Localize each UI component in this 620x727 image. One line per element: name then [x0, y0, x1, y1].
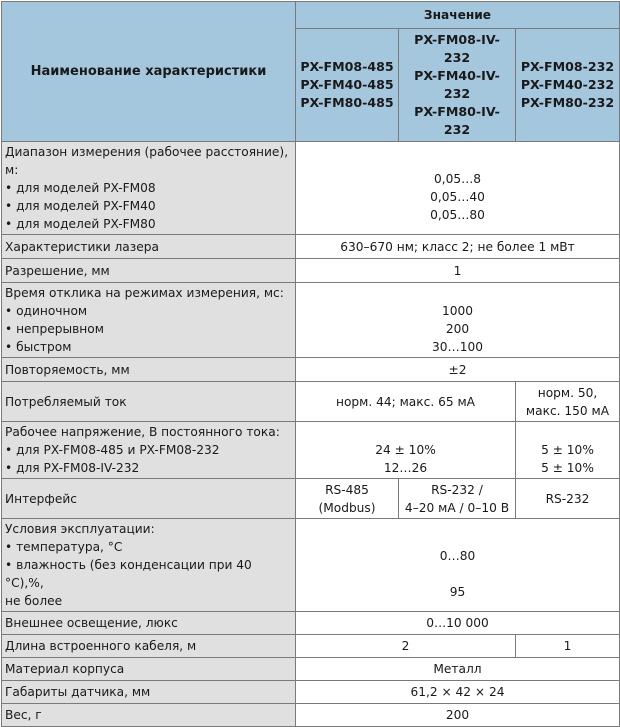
row-weight-value: 200: [296, 704, 620, 727]
row-response-value: 1000 200 30…100: [296, 283, 620, 358]
row-voltage-name: Рабочее напряжение, В постоянного тока: • для PX-FM08-485 и PX-FM08-232 • для PX-FM08-IV-232: [2, 422, 296, 479]
row-cable: [2, 635, 620, 658]
row-current-value-a: норм. 44; макс. 65 мА: [296, 382, 516, 422]
header-model-iv-232: PX-FM08-IV-232 PX-FM40-IV-232 PX-FM80-IV-232: [399, 29, 516, 142]
row-cable-value-b: 1: [516, 635, 620, 658]
row-range: [2, 142, 620, 235]
row-interface-value-iv: RS-232 / 4–20 мА / 0–10 В: [399, 479, 516, 519]
row-conditions-value: 0…80 95: [296, 519, 620, 612]
header-row-1: [2, 2, 620, 29]
row-interface-value-485: RS-485 (Modbus): [296, 479, 399, 519]
row-resolution: [2, 259, 620, 283]
row-repeat-value: ±2: [296, 358, 620, 382]
row-current: [2, 382, 620, 422]
row-conditions-name: Условия эксплуатации: • температура, °С • влажность (без конденсации при 40 °С),%, не более: [2, 519, 296, 612]
row-laser: [2, 235, 620, 259]
header-model-485: PX-FM08-485 PX-FM40-485 PX-FM80-485: [296, 29, 399, 142]
row-cable-name: Длина встроенного кабеля, м: [2, 635, 296, 658]
row-resolution-name: Разрешение, мм: [2, 259, 296, 283]
row-light-value: 0…10 000: [296, 612, 620, 635]
row-laser-value: 630–670 нм; класс 2; не более 1 мВт: [296, 235, 620, 259]
row-voltage: [2, 422, 620, 479]
row-size: [2, 681, 620, 704]
row-current-value-b: норм. 50, макс. 150 мА: [516, 382, 620, 422]
row-resolution-value: 1: [296, 259, 620, 283]
row-repeat: [2, 358, 620, 382]
row-interface-name: Интерфейс: [2, 479, 296, 519]
row-response: [2, 283, 620, 358]
row-weight: [2, 704, 620, 727]
row-conditions: [2, 519, 620, 612]
header-name: Наименование характеристики: [2, 2, 296, 142]
row-size-value: 61,2 × 42 × 24: [296, 681, 620, 704]
header-value: Значение: [296, 2, 620, 29]
row-interface: [2, 479, 620, 519]
row-repeat-name: Повторяемость, мм: [2, 358, 296, 382]
row-laser-name: Характеристики лазера: [2, 235, 296, 259]
spec-table: [1, 1, 620, 727]
row-material-name: Материал корпуса: [2, 658, 296, 681]
row-weight-name: Вес, г: [2, 704, 296, 727]
row-response-name: Время отклика на режимах измерения, мс: • одиночном • непрерывном • быстром: [2, 283, 296, 358]
row-range-name: Диапазон измерения (рабочее расстояние), м: • для моделей PX-FM08 • для моделей PX-FM40 • для моделей PX-FM80: [2, 142, 296, 235]
row-interface-value-232: RS-232: [516, 479, 620, 519]
row-current-name: Потребляемый ток: [2, 382, 296, 422]
row-cable-value-a: 2: [296, 635, 516, 658]
row-size-name: Габариты датчика, мм: [2, 681, 296, 704]
header-model-232: PX-FM08-232 PX-FM40-232 PX-FM80-232: [516, 29, 620, 142]
row-voltage-value-a: 24 ± 10% 12…26: [296, 422, 516, 479]
row-light-name: Внешнее освещение, люкс: [2, 612, 296, 635]
row-light: [2, 612, 620, 635]
row-range-value: 0,05…8 0,05…40 0,05…80: [296, 142, 620, 235]
row-material: [2, 658, 620, 681]
row-material-value: Металл: [296, 658, 620, 681]
row-voltage-value-b: 5 ± 10% 5 ± 10%: [516, 422, 620, 479]
